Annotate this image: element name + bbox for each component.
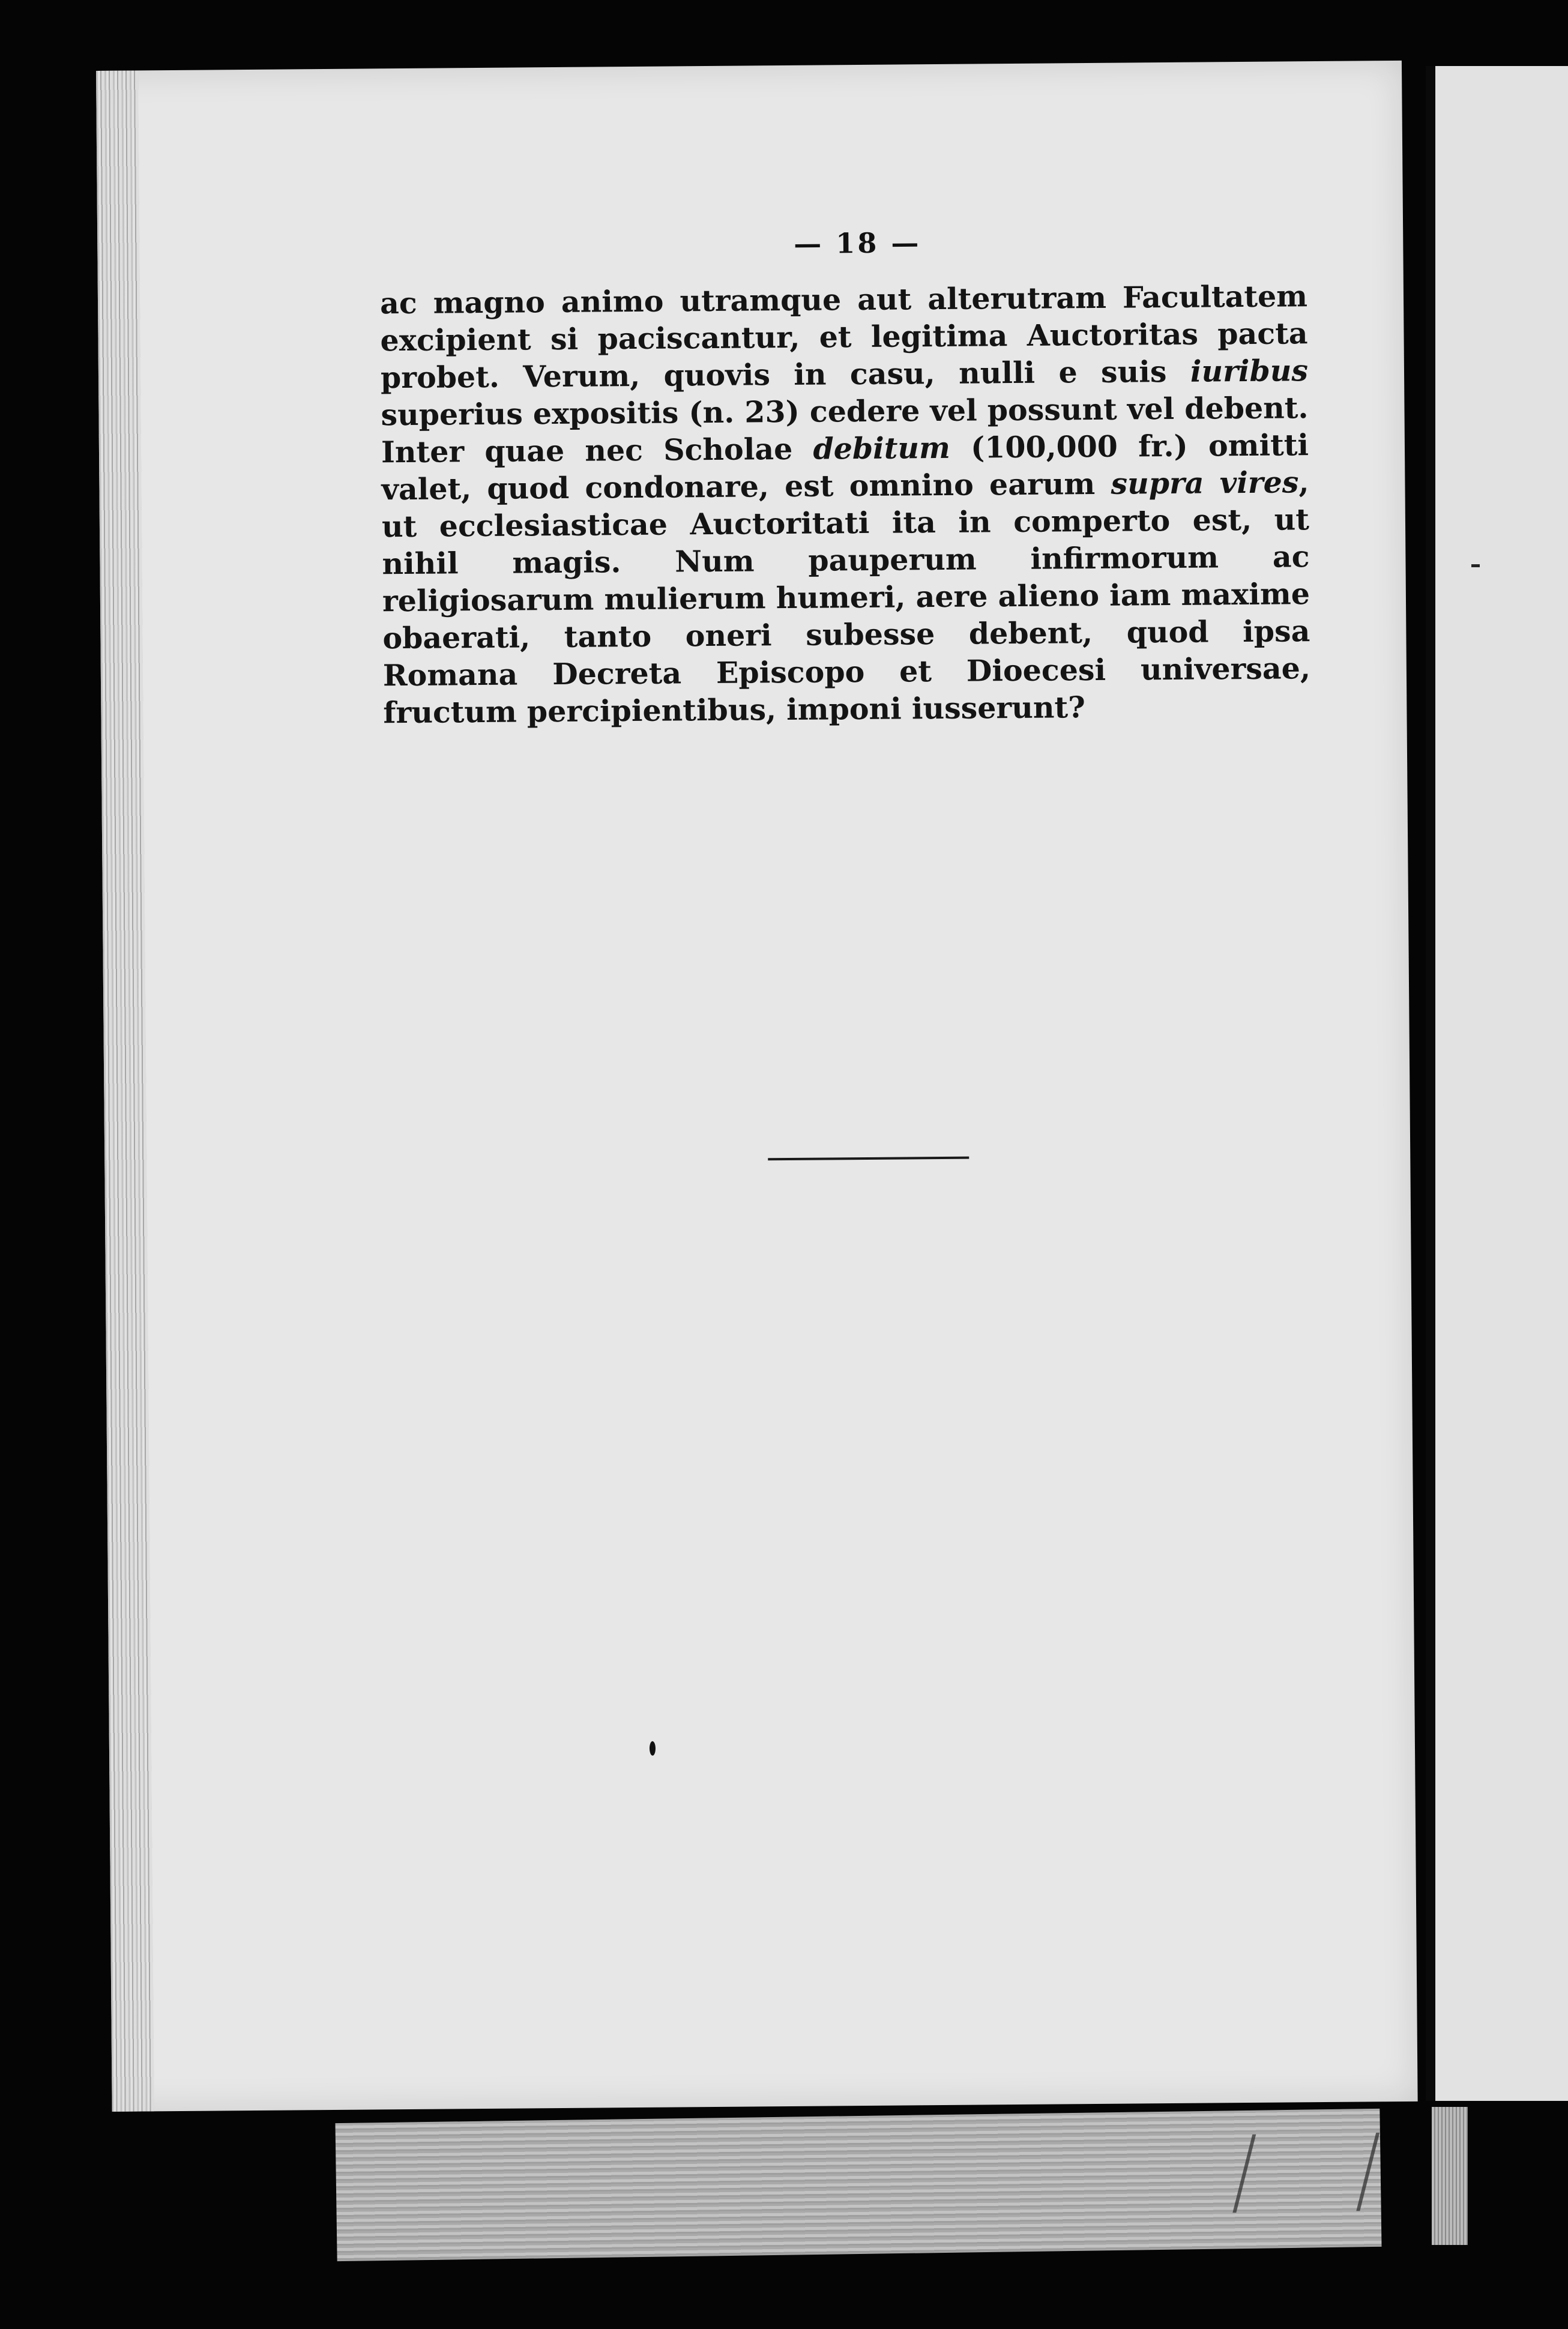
italic-term: supra vires [1111,465,1299,501]
italic-term: debitum [813,430,951,466]
scanned-page [96,61,1418,2112]
text-run: ac magno animo utramque aut alterutram Facultatem excipient si paciscantur, et legitima Auctoritas pacta probet. Verum, quovis in casu, nulli e suis [379,279,1308,396]
bottom-binding-strip [335,2109,1381,2261]
page-number: — 18 — [794,226,921,260]
body-paragraph [380,277,1311,731]
adjacent-page [1426,66,1568,2101]
text-run: (100,000 fr.) omitti valet, quod condonare, est omnino earum [381,427,1309,507]
page-edge [96,70,154,2111]
ink-speck [650,1741,656,1756]
section-end-rule [768,1157,969,1161]
text-run: superius expositis (n. 23) cedere vel possunt vel debent. Inter quae nec Scholae [381,390,1309,470]
right-binding-strip [1432,2107,1468,2245]
handwritten-scribble [1232,2133,1380,2213]
ink-mark [1471,564,1480,567]
text-run: , ut ecclesiasticae Auctoritati ita in comperto est, ut nihil magis. Num pauperum infirmorum ac religiosarum mulierum humeri, aere alieno iam maxime obaerati, tanto oneri subesse debent, quod ipsa Romana Decreta Episcopo et Dioecesi universae, fructum percipientibus, imponi iusserunt? [381,465,1311,731]
italic-term: iuribus [1190,353,1309,389]
